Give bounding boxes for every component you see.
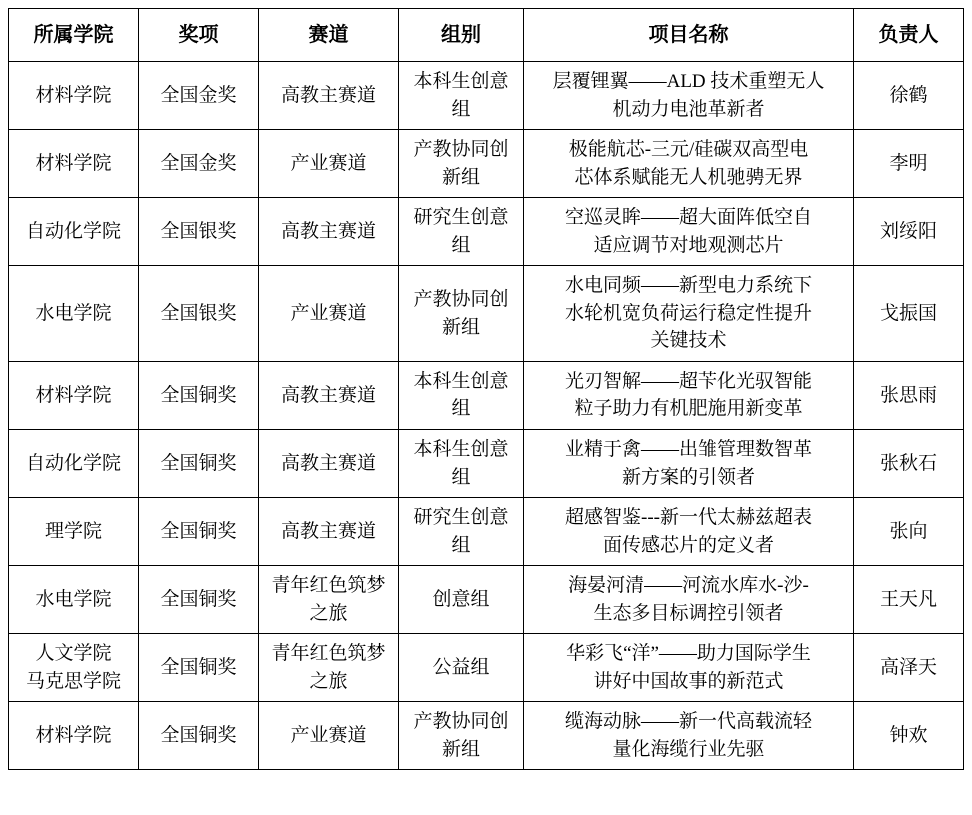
cell-group: [399, 198, 524, 266]
column-header-track: 赛道: [259, 9, 399, 62]
column-header-group: 组别: [399, 9, 524, 62]
cell-track: [259, 566, 399, 634]
cell-college-line: 马克思学院: [25, 670, 121, 692]
cell-project: [524, 130, 854, 198]
cell-project-line: 水轮机宽负荷运行稳定性提升: [564, 302, 812, 324]
cell-track-line: 高教主赛道: [280, 220, 376, 242]
cell-leader: 张秋石: [854, 430, 964, 498]
cell-track: [259, 62, 399, 130]
cell-group: [399, 361, 524, 429]
cell-college: [9, 430, 139, 498]
cell-group-line: 组: [451, 466, 471, 488]
cell-group-line: 组: [451, 398, 471, 420]
cell-project: [524, 361, 854, 429]
cell-project-line: 极能航芯-三元/硅碳双高型电: [568, 139, 809, 161]
cell-project: [524, 702, 854, 770]
cell-project-line: 量化海缆行业先驱: [612, 738, 765, 760]
table-row: [9, 634, 964, 702]
cell-track-line: 青年红色筑梦: [271, 575, 386, 597]
cell-college-line: 材料学院: [35, 152, 112, 174]
table-header: [9, 9, 964, 62]
cell-group-line: 本科生创意: [413, 439, 509, 461]
cell-project-line: 芯体系赋能无人机驰骋无界: [574, 166, 803, 188]
cell-project-line: 华彩飞“洋”——助力国际学生: [566, 643, 811, 665]
cell-project: [524, 198, 854, 266]
cell-award: 全国铜奖: [139, 498, 259, 566]
cell-track-line: 之旅: [309, 670, 348, 692]
cell-project-line: 粒子助力有机肥施用新变革: [574, 398, 803, 420]
cell-project-line: 关键技术: [650, 330, 727, 352]
cell-group-line: 新组: [441, 316, 480, 338]
cell-award: 全国铜奖: [139, 702, 259, 770]
cell-group-line: 组: [451, 234, 471, 256]
table-row: [9, 198, 964, 266]
cell-group-line: 本科生创意: [413, 370, 509, 392]
cell-award: 全国银奖: [139, 266, 259, 362]
cell-project: [524, 634, 854, 702]
cell-college-line: 材料学院: [35, 84, 112, 106]
cell-track: [259, 361, 399, 429]
cell-track-line: 青年红色筑梦: [271, 643, 386, 665]
cell-project: [524, 498, 854, 566]
cell-college-line: 人文学院: [35, 643, 112, 665]
cell-college: [9, 634, 139, 702]
cell-group-line: 产教协同创: [413, 139, 509, 161]
cell-track: [259, 198, 399, 266]
cell-leader: 刘绥阳: [854, 198, 964, 266]
cell-leader: 李明: [854, 130, 964, 198]
cell-project-line: 缆海动脉——新一代高载流轻: [564, 711, 812, 733]
cell-college-line: 材料学院: [35, 384, 112, 406]
column-header-leader: 负责人: [854, 9, 964, 62]
cell-leader: 王天凡: [854, 566, 964, 634]
cell-track: [259, 498, 399, 566]
table-row: [9, 130, 964, 198]
table-row: [9, 702, 964, 770]
table-row: [9, 266, 964, 362]
cell-award: 全国铜奖: [139, 566, 259, 634]
cell-project-line: 超感智鉴---新一代太赫兹超表: [565, 507, 812, 529]
table-body: [9, 62, 964, 770]
column-header-project: 项目名称: [524, 9, 854, 62]
cell-group: [399, 634, 524, 702]
cell-project: [524, 430, 854, 498]
cell-college-line: 水电学院: [35, 302, 112, 324]
cell-project-line: 面传感芯片的定义者: [602, 534, 774, 556]
cell-track-line: 产业赛道: [290, 725, 367, 747]
cell-track-line: 产业赛道: [290, 152, 367, 174]
cell-group-line: 组: [451, 98, 471, 120]
table-row: [9, 498, 964, 566]
cell-award: 全国金奖: [139, 130, 259, 198]
cell-award: 全国铜奖: [139, 361, 259, 429]
cell-college: [9, 198, 139, 266]
cell-group-line: 组: [451, 534, 471, 556]
cell-college: [9, 566, 139, 634]
cell-track: [259, 634, 399, 702]
cell-college: [9, 361, 139, 429]
column-header-award: 奖项: [139, 9, 259, 62]
cell-college-line: 材料学院: [35, 725, 112, 747]
cell-college: [9, 702, 139, 770]
cell-group: [399, 62, 524, 130]
cell-project: [524, 566, 854, 634]
cell-group: [399, 130, 524, 198]
cell-group-line: 新组: [441, 738, 480, 760]
cell-track-line: 产业赛道: [290, 302, 367, 324]
cell-leader: 徐鹤: [854, 62, 964, 130]
cell-group-line: 创意组: [432, 588, 490, 610]
cell-track: [259, 130, 399, 198]
cell-track-line: 高教主赛道: [280, 384, 376, 406]
column-header-college: 所属学院: [9, 9, 139, 62]
cell-project-line: 水电同频——新型电力系统下: [564, 275, 812, 297]
cell-track: [259, 266, 399, 362]
cell-award: 全国铜奖: [139, 634, 259, 702]
cell-leader: 戈振国: [854, 266, 964, 362]
cell-project: [524, 266, 854, 362]
cell-college-line: 理学院: [44, 520, 102, 542]
cell-group-line: 公益组: [432, 657, 490, 679]
cell-project-line: 机动力电池革新者: [612, 98, 765, 120]
cell-project-line: 讲好中国故事的新范式: [593, 670, 784, 692]
table-row: [9, 430, 964, 498]
cell-project: [524, 62, 854, 130]
cell-group: [399, 702, 524, 770]
cell-college: [9, 130, 139, 198]
cell-group-line: 产教协同创: [413, 289, 509, 311]
cell-track: [259, 430, 399, 498]
award-table: [8, 8, 964, 770]
cell-track-line: 高教主赛道: [280, 520, 376, 542]
cell-project-line: 生态多目标调控引领者: [593, 602, 784, 624]
cell-award: 全国银奖: [139, 198, 259, 266]
cell-group-line: 研究生创意: [413, 207, 509, 229]
table-row: [9, 566, 964, 634]
cell-college-line: 自动化学院: [25, 220, 121, 242]
cell-project-line: 海晏河清——河流水库水-沙-: [568, 575, 809, 597]
cell-project-line: 光刃智解——超苄化光驭智能: [564, 370, 812, 392]
cell-group-line: 产教协同创: [413, 711, 509, 733]
cell-college-line: 水电学院: [35, 588, 112, 610]
table-row: [9, 361, 964, 429]
cell-group: [399, 566, 524, 634]
table-header-row: [9, 9, 964, 62]
cell-award: 全国铜奖: [139, 430, 259, 498]
cell-group-line: 新组: [441, 166, 480, 188]
cell-project-line: 空巡灵眸——超大面阵低空自: [564, 207, 812, 229]
cell-group-line: 本科生创意: [413, 71, 509, 92]
cell-project-line: 业精于禽——出雏管理数智革: [564, 439, 812, 461]
cell-group: [399, 498, 524, 566]
cell-track-line: 高教主赛道: [280, 452, 376, 474]
cell-award: 全国金奖: [139, 62, 259, 130]
cell-track-line: 之旅: [309, 602, 348, 624]
cell-group-line: 研究生创意: [413, 507, 509, 529]
cell-leader: 高泽天: [854, 634, 964, 702]
cell-project-line: 适应调节对地观测芯片: [593, 234, 784, 256]
cell-college: [9, 62, 139, 130]
cell-project-line: 新方案的引领者: [621, 466, 755, 488]
cell-college: [9, 266, 139, 362]
cell-group: [399, 266, 524, 362]
cell-leader: 张思雨: [854, 361, 964, 429]
cell-track-line: 高教主赛道: [280, 84, 376, 106]
cell-leader: 钟欢: [854, 702, 964, 770]
cell-track: [259, 702, 399, 770]
table-row: [9, 62, 964, 130]
cell-college-line: 自动化学院: [25, 452, 121, 474]
cell-college: [9, 498, 139, 566]
cell-group: [399, 430, 524, 498]
cell-leader: 张向: [854, 498, 964, 566]
cell-project-line: 层覆锂翼——ALD 技术重塑无人: [552, 71, 825, 92]
